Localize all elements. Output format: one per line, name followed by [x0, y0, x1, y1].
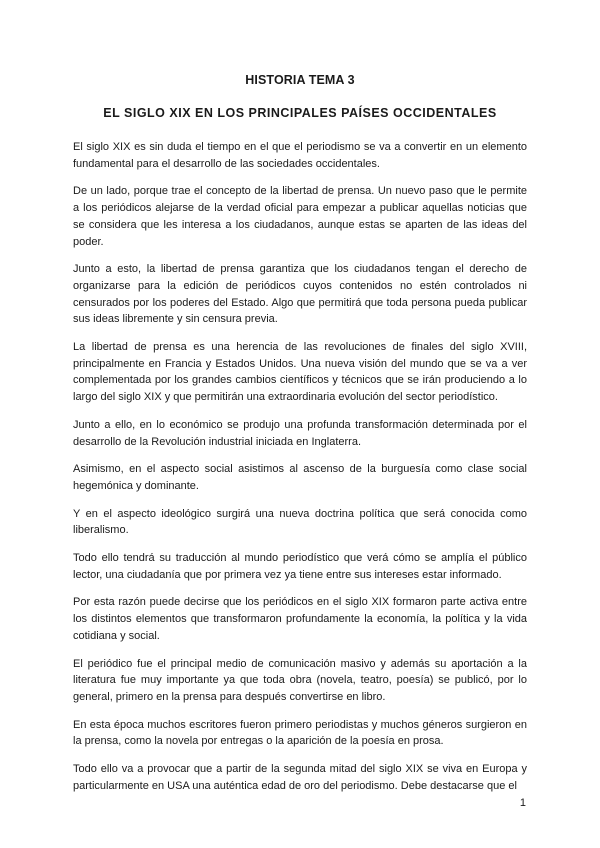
paragraph: Junto a ello, en lo económico se produjo una profunda transformación determinada por el desarrollo de la Revolución industrial iniciada en Inglaterra. [73, 418, 527, 448]
paragraph: El periódico fue el principal medio de comunicación masivo y además su aportación a la literatura fue muy importante ya que toda obra (novela, teatro, poesía) se publicó, por lo general, primero en la prensa para después convertirse en libro. [73, 657, 527, 703]
paragraph: En esta época muchos escritores fueron primero periodistas y muchos géneros surgieron en la prensa, como la novela por entregas o la aparición de la poesía en prosa. [73, 718, 527, 748]
document-subtitle: EL SIGLO XIX EN LOS PRINCIPALES PAÍSES OCCIDENTALES [103, 106, 497, 120]
paragraph: Asimismo, en el aspecto social asistimos al ascenso de la burguesía como clase social hegemónica y dominante. [73, 463, 527, 492]
document-title: HISTORIA TEMA 3 [245, 73, 355, 87]
page-number: 1 [519, 797, 526, 809]
paragraph: Junto a esto, la libertad de prensa garantiza que los ciudadanos tengan el derecho de organizarse para la edición de periódicos cuyos contenidos no estén controlados ni censurados por los poderes del Estado. Algo que permitirá que toda persona pueda publicar sus ideas libremente y sin censura previa. [73, 263, 527, 326]
paragraph: Y en el aspecto ideológico surgirá una nueva doctrina política que será conocida como liberalismo. [73, 507, 527, 537]
paragraph: De un lado, porque trae el concepto de la libertad de prensa. Un nuevo paso que le permite a los periódicos alejarse de la verdad oficial para empezar a publicar aquellas noticias que se considera que les interesa a los ciudadanos, aunque estas se aparten de las ideas del poder. [73, 185, 527, 248]
paragraph: La libertad de prensa es una herencia de las revoluciones de finales del siglo XVIII, principalmente en Francia y Estados Unidos. Una nueva visión del mundo que se va a ver complementada por los grandes cambios científicos y técnicos que se irán produciendo a lo largo del siglo XIX y que permitirán una extraordinaria evolución del sector periodístico. [73, 341, 527, 404]
paragraph: El siglo XIX es sin duda el tiempo en el que el periodismo se va a convertir en un elemento fundamental para el desarrollo de las sociedades occidentales. [73, 141, 527, 170]
paragraph: Por esta razón puede decirse que los periódicos en el siglo XIX formaron parte activa entre los distintos elementos que transformaron profundamente la economía, la política y la vida cotidiana y social. [73, 596, 527, 642]
paragraph: Todo ello tendrá su traducción al mundo periodístico que verá cómo se amplía el público lector, una ciudadanía que por primera vez ya tiene entre sus intereses estar informado. [73, 552, 527, 581]
paragraph: Todo ello va a provocar que a partir de la segunda mitad del siglo XIX se viva en Europa y particularmente en USA una auténtica edad de oro del periodismo. Debe destacarse que el [73, 763, 527, 792]
document-body [73, 139, 527, 806]
